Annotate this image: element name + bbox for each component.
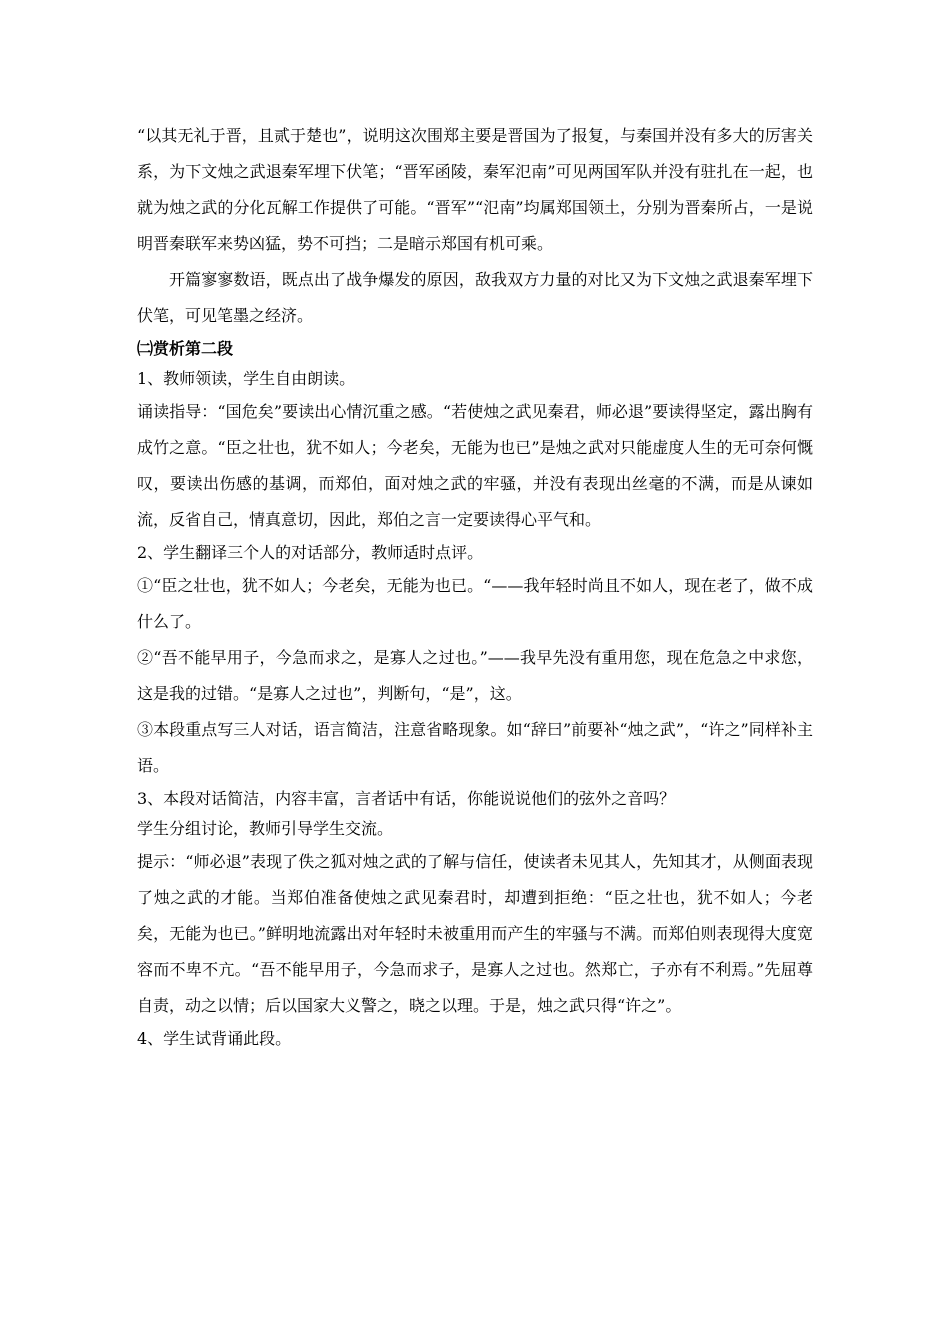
step-4-recitation: 4、学生试背诵此段。 <box>137 1029 292 1048</box>
paragraph-opening-summary: 开篇寥寥数语，既点出了战争爆发的原因，敌我双方力量的对比又为下文烛之武退秦军埋下伏笔，可见笔墨之经济。 <box>137 270 813 325</box>
step-2-translation: 2、学生翻译三个人的对话部分，教师适时点评。 <box>137 543 484 562</box>
document-page <box>137 118 813 1054</box>
translation-item-1: ①“臣之壮也，犹不如人；今老矣，无能为也已。“——我年轻时尚且不如人，现在老了，做不成什么了。 <box>137 576 813 631</box>
step-1-reading: 1、教师领读，学生自由朗读。 <box>137 369 356 388</box>
paragraph-group-discussion: 学生分组讨论，教师引导学生交流。 <box>137 819 394 838</box>
step-3-discussion: 3、本段对话简洁，内容丰富，言者话中有话，你能说说他们的弦外之音吗？ <box>137 789 676 808</box>
section-heading-second-paragraph: ㈡赏析第二段 <box>137 339 234 358</box>
paragraph-reading-guidance: 诵读指导：“国危矣”要读出心情沉重之感。“若使烛之武见秦君，师必退”要读得坚定，露出胸有成竹之意。“臣之壮也，犹不如人；今老矣，无能为也已”是烛之武对只能虚度人生的无可奈何慨叹，要读出伤感的基调，而郑伯，面对烛之武的牢骚，并没有表现出丝毫的不满，而是从谏如流，反省自己，情真意切，因此，郑伯之言一定要读得心平气和。 <box>137 402 813 529</box>
paragraph-hint: 提示：“师必退”表现了佚之狐对烛之武的了解与信任，使读者未见其人，先知其才，从侧面表现了烛之武的才能。当郑伯准备使烛之武见秦君时，却遭到拒绝：“臣之壮也，犹不如人；今老矣，无能为也已。”鲜明地流露出对年轻时未被重用而产生的牢骚与不满。而郑伯则表现得大度宽容而不卑不亢。“吾不能早用子，今急而求子，是寡人之过也。然郑亡，子亦有不利焉。”先屈尊自责，动之以情；后以国家大义警之，晓之以理。于是，烛之武只得“许之”。 <box>137 852 813 1015</box>
paragraph-analysis-intro: “以其无礼于晋，且贰于楚也”，说明这次围郑主要是晋国为了报复，与秦国并没有多大的厉害关系，为下文烛之武退秦军埋下伏笔；“晋军函陵，秦军氾南”可见两国军队并没有驻扎在一起，也就为烛之武的分化瓦解工作提供了可能。“晋军”“氾南”均属郑国领土，分别为晋秦所占，一是说明晋秦联军来势凶猛，势不可挡；二是暗示郑国有机可乘。 <box>137 126 813 253</box>
translation-item-3: ③本段重点写三人对话，语言简洁，注意省略现象。如“辞曰”前要补“烛之武”，“许之”同样补主语。 <box>137 720 813 775</box>
translation-item-2: ②“吾不能早用子，今急而求之，是寡人之过也。”——我早先没有重用您，现在危急之中求您，这是我的过错。“是寡人之过也”，判断句，“是”，这。 <box>137 648 813 703</box>
